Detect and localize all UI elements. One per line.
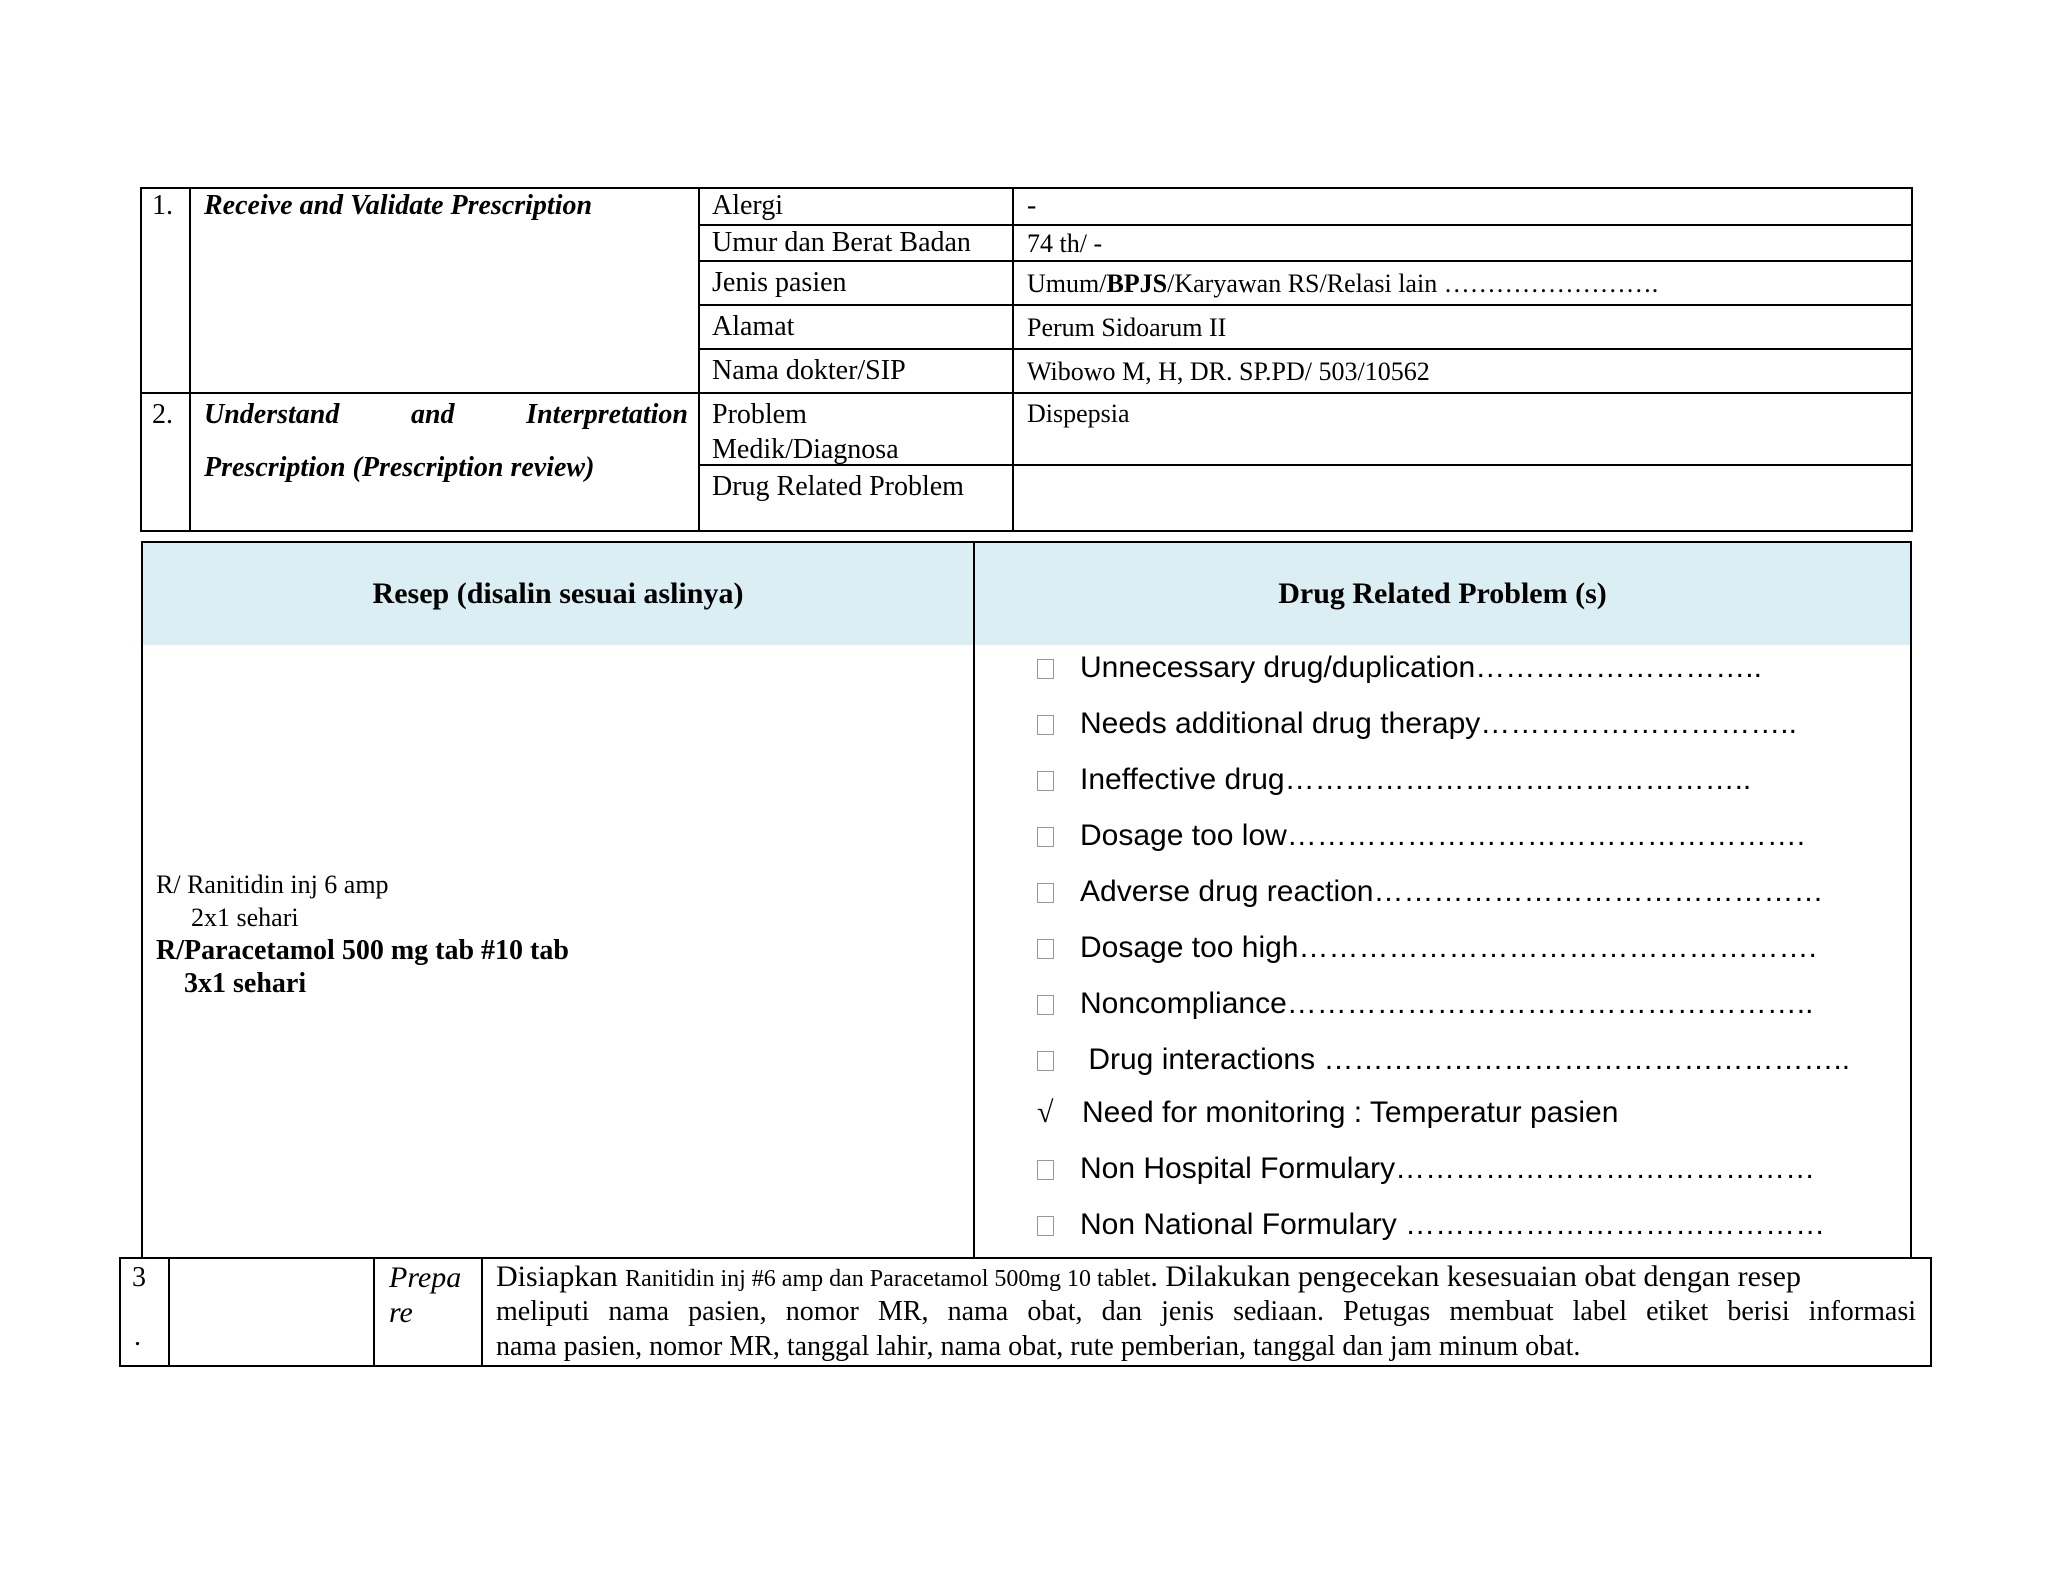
row-number: 2. bbox=[152, 399, 173, 430]
drp-checklist-item bbox=[1037, 874, 1824, 910]
drp-checklist-item bbox=[1037, 1207, 1825, 1243]
prepare-text-line3: nama pasien, nomor MR, tanggal lahir, nama obat, rute pemberian, tanggal dan jam minum obat. bbox=[496, 1331, 1581, 1362]
section-title: Receive and Validate Prescription bbox=[204, 190, 593, 221]
checkbox-icon bbox=[1037, 883, 1054, 903]
drp-label: Unnecessary drug/duplication……………………….. bbox=[1080, 651, 1762, 684]
jenis-pasien-selected: BPJS bbox=[1106, 269, 1168, 298]
drp-label: Dosage too high……………………………………………. bbox=[1080, 931, 1817, 964]
field-label-umur: Umur dan Berat Badan bbox=[712, 227, 971, 258]
text-lead bbox=[496, 1259, 1801, 1297]
title-word: Interpretation bbox=[526, 399, 688, 430]
checkbox-icon bbox=[1037, 1051, 1054, 1071]
field-label-drp: Drug Related Problem bbox=[712, 471, 964, 502]
text-drugs: Ranitidin inj #6 amp dan Paracetamol 500mg 10 tablet bbox=[625, 1266, 1151, 1292]
prescription-line: 3x1 sehari bbox=[184, 968, 307, 999]
field-label-alamat: Alamat bbox=[712, 311, 795, 342]
field-value-dokter: Wibowo M, H, DR. SP.PD/ 503/10562 bbox=[1027, 357, 1430, 386]
field-value-alamat: Perum Sidoarum II bbox=[1027, 313, 1227, 342]
drp-checklist-item bbox=[1037, 706, 1797, 742]
prescription-line: 2x1 sehari bbox=[191, 903, 299, 932]
field-value-alergi: - bbox=[1027, 190, 1037, 221]
jenis-pasien-pre: Umum/ bbox=[1027, 269, 1107, 298]
drp-checklist-item bbox=[1037, 930, 1817, 966]
drp-label: Dosage too low……………………………………………. bbox=[1080, 819, 1806, 852]
checkbox-icon bbox=[1037, 1160, 1054, 1180]
drp-label: Drug interactions …………………………………………….. bbox=[1080, 1043, 1851, 1076]
checkbox-icon bbox=[1037, 939, 1054, 959]
field-label-jenis-pasien: Jenis pasien bbox=[712, 267, 847, 298]
field-value-jenis-pasien bbox=[1027, 268, 1658, 300]
prescription-line: R/Paracetamol 500 mg tab #10 tab bbox=[156, 935, 569, 966]
drp-checklist-item-checked bbox=[1037, 1095, 1618, 1131]
checkbox-icon bbox=[1037, 771, 1054, 791]
checkbox-icon bbox=[1037, 715, 1054, 735]
header-drp: Drug Related Problem (s) bbox=[1278, 577, 1607, 610]
drp-label: Adverse drug reaction……………………………………… bbox=[1080, 875, 1824, 908]
drp-checklist-item bbox=[1037, 650, 1762, 686]
header-resep: Resep (disalin sesuai aslinya) bbox=[372, 577, 744, 610]
drp-label: Noncompliance…………………………………………….. bbox=[1080, 987, 1814, 1020]
drp-label: Need for monitoring : Temperatur pasien bbox=[1082, 1096, 1619, 1129]
step-label-cont: re bbox=[389, 1296, 413, 1329]
row-number-dot: . bbox=[134, 1321, 141, 1352]
title-word: Understand bbox=[204, 399, 340, 430]
drp-checklist-item bbox=[1037, 818, 1805, 854]
jenis-pasien-post: /Karyawan RS/Relasi lain ……………………. bbox=[1167, 269, 1659, 298]
drp-checklist-item bbox=[1037, 1042, 1850, 1078]
checkbox-icon bbox=[1037, 659, 1054, 679]
prescription-line: R/ Ranitidin inj 6 amp bbox=[156, 870, 389, 899]
field-label-dokter: Nama dokter/SIP bbox=[712, 355, 906, 386]
field-value-umur: 74 th/ - bbox=[1027, 229, 1103, 258]
field-value-diagnosa: Dispepsia bbox=[1027, 399, 1130, 428]
text-rest: . Dilakukan pengecekan kesesuaian obat dengan resep bbox=[1150, 1260, 1801, 1293]
row-number: 1. bbox=[152, 190, 173, 221]
text-lead-word: Disiapkan bbox=[496, 1260, 618, 1293]
drp-label: Non Hospital Formulary…………………………………… bbox=[1080, 1152, 1816, 1185]
prepare-text-line2: meliputi nama pasien, nomor MR, nama obat, dan jenis sediaan. Petugas membuat label etiket berisi informasi bbox=[496, 1296, 1916, 1327]
field-label-alergi: Alergi bbox=[712, 190, 784, 221]
drp-label: Ineffective drug……………………………………….. bbox=[1080, 763, 1752, 796]
drp-label: Needs additional drug therapy………………………….. bbox=[1080, 707, 1797, 740]
title-word: and bbox=[410, 399, 455, 430]
prepare-text-line1 bbox=[496, 1259, 1916, 1297]
checkbox-icon bbox=[1037, 1216, 1054, 1236]
step-label: Prepa bbox=[389, 1261, 462, 1294]
drp-checklist-item bbox=[1037, 1151, 1815, 1187]
drp-checklist-item bbox=[1037, 986, 1813, 1022]
field-label-diagnosa: Medik/Diagnosa bbox=[712, 434, 899, 465]
drp-label: Non National Formulary …………………………………… bbox=[1080, 1208, 1826, 1241]
drp-checklist-item bbox=[1037, 762, 1751, 798]
checkbox-icon bbox=[1037, 827, 1054, 847]
section-title-line2: Prescription (Prescription review) bbox=[204, 452, 595, 483]
field-label-problem: Problem bbox=[712, 399, 807, 430]
checkmark-icon: √ bbox=[1037, 1096, 1054, 1129]
row-number: 3 bbox=[132, 1262, 146, 1293]
section-title-line1 bbox=[204, 398, 688, 432]
checkbox-icon bbox=[1037, 995, 1054, 1015]
